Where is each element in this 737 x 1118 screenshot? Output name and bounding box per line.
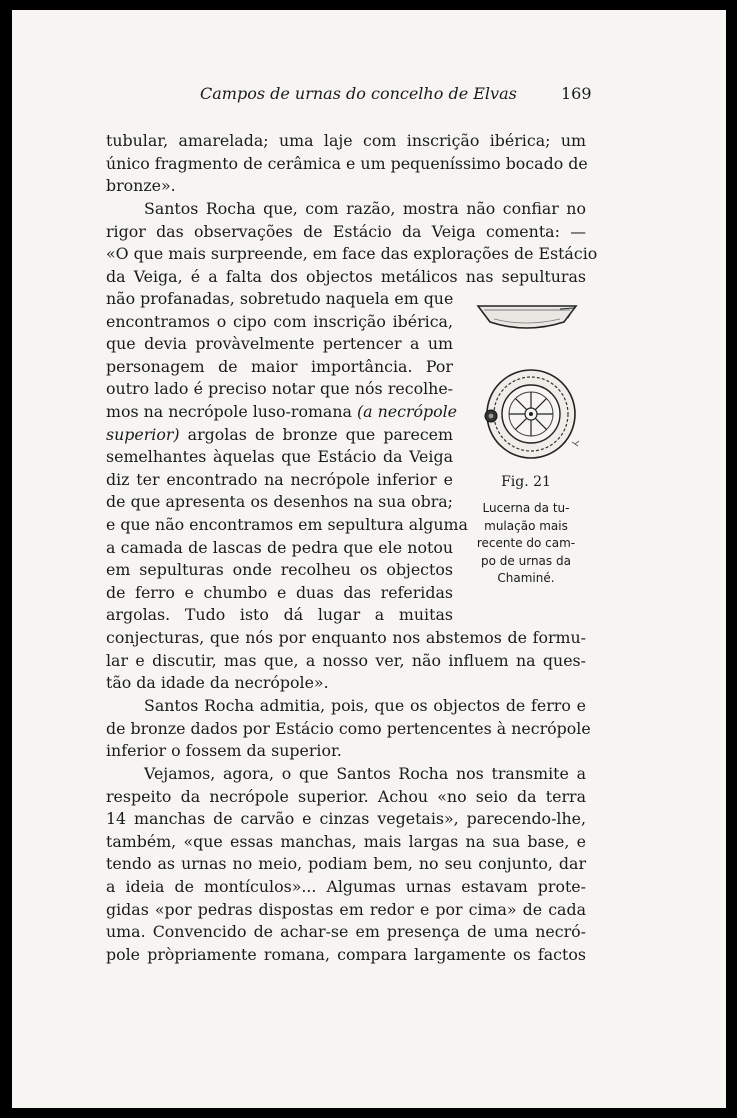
- text-line: superior) argolas de bronze que parecem: [106, 424, 453, 444]
- text-line: outro lado é preciso notar que nós recolhe-: [106, 379, 453, 399]
- text-line: 14 manchas de carvão e cinzas vegetais», parecendo-lhe,: [106, 809, 586, 829]
- text-line: respeito da necrópole superior. Achou «no seio da terra: [106, 786, 586, 806]
- caption-line: Lucerna da tu-: [482, 501, 570, 515]
- text-line: Santos Rocha que, com razão, mostra não confiar no: [144, 199, 586, 218]
- text-line: único fragmento de cerâmica e um pequeníssimo bocado de: [106, 153, 588, 173]
- text-line: não profanadas, sobretudo naquela em que: [106, 289, 454, 308]
- running-title: Campos de urnas do concelho de Elvas: [200, 84, 517, 103]
- text-line: Santos Rocha admitia, pois, que os objectos de ferro e: [144, 696, 586, 715]
- text-line: a camada de lascas de pedra que ele notou: [106, 537, 453, 557]
- paragraph-4: [106, 763, 586, 966]
- figure-21: [464, 292, 588, 602]
- lamp-illustration: [464, 292, 588, 472]
- caption-line: recente do cam-: [476, 536, 576, 550]
- text-line: também, «que essas manchas, mais largas na sua base, e: [106, 831, 586, 851]
- text-line: tendo as urnas no meio, podiam bem, no seu conjunto, dar: [106, 854, 586, 874]
- text-line: «O que mais surpreende, em face das explorações de Estácio: [106, 244, 598, 264]
- text-line: em sepulturas onde recolheu os objectos: [106, 560, 453, 580]
- text-line: rigor das observações de Estácio da Veiga comenta: —: [106, 221, 586, 241]
- text-line: a ideia de montículos»... Algumas urnas estavam prote-: [106, 876, 586, 896]
- text-line: de que apresenta os desenhos na sua obra;: [106, 492, 453, 512]
- text-line: semelhantes àquelas que Estácio da Veiga: [106, 447, 453, 467]
- text-line: argolas. Tudo isto dá lugar a muitas: [106, 605, 453, 625]
- text-line: uma. Convencido de achar-se em presença de uma necró-: [106, 922, 586, 942]
- text-line: mos na necrópole luso-romana (a necrópole: [106, 401, 458, 421]
- paragraph-2-end: [106, 627, 586, 695]
- document-page: [12, 10, 726, 1108]
- paragraph-3: [106, 695, 591, 763]
- text-line: lar e discutir, mas que, a nosso ver, não influem na ques-: [106, 650, 586, 670]
- text-line: tubular, amarelada; uma laje com inscrição ibérica; um: [106, 131, 586, 150]
- text-line: de bronze dados por Estácio como pertencentes à necrópole: [106, 718, 591, 738]
- text-line: inferior o fossem da superior.: [106, 741, 342, 761]
- text-line: que devia provàvelmente pertencer a um: [106, 334, 453, 354]
- figure-caption: [464, 500, 588, 588]
- caption-line: mulação mais: [484, 518, 568, 533]
- page-header: [12, 84, 726, 108]
- text-line: encontramos o cipo com inscrição ibérica,: [106, 311, 453, 331]
- text-line: personagem de maior importância. Por: [106, 356, 453, 376]
- text-line: pole pròpriamente romana, compara largamente os factos: [106, 944, 586, 964]
- text-line: da Veiga, é a falta dos objectos metálicos nas sepulturas: [106, 266, 586, 286]
- text-line: tão da idade da necrópole».: [106, 673, 329, 693]
- caption-line: Chaminé.: [497, 571, 555, 585]
- text-line: conjecturas, que nós por enquanto nos abstemos de formu-: [106, 628, 586, 647]
- page-number: 169: [561, 84, 592, 103]
- text-line: gidas «por pedras dispostas em redor e por cima» de cada: [106, 899, 586, 919]
- text-line: e que não encontramos em sepultura alguma: [106, 514, 468, 534]
- caption-line: po de urnas da: [481, 553, 571, 568]
- text-line: de ferro e chumbo e duas das referidas: [106, 582, 453, 602]
- text-line: Vejamos, agora, o que Santos Rocha nos transmite a: [144, 764, 586, 783]
- text-line: diz ter encontrado na necrópole inferior e: [106, 469, 453, 489]
- text-line: bronze».: [106, 176, 176, 196]
- paragraph-1: [106, 130, 586, 198]
- paragraph-2-narrow: [106, 288, 468, 627]
- paragraph-2-full: [106, 198, 598, 288]
- figure-label: Fig. 21: [501, 474, 551, 490]
